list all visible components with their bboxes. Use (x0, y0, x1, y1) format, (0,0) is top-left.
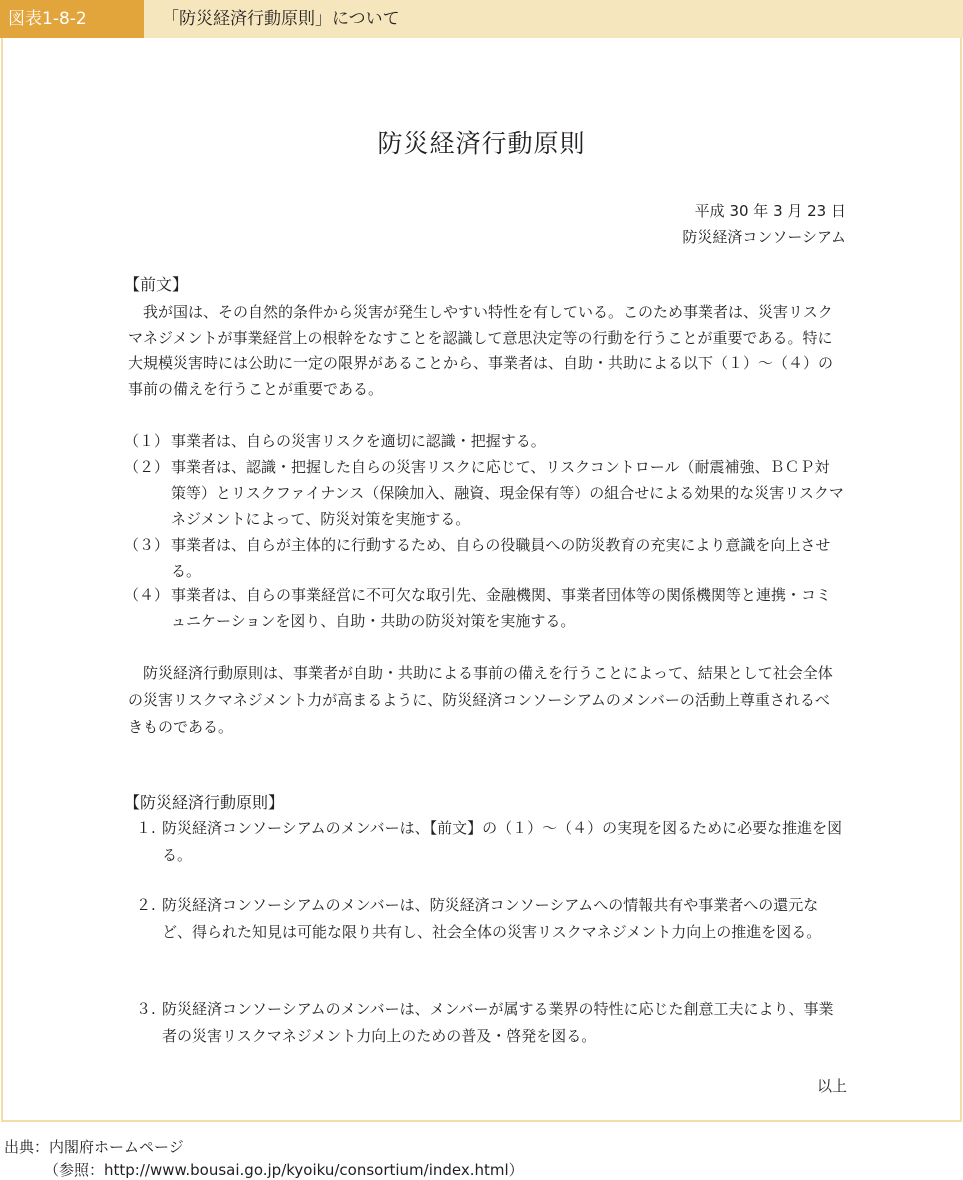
document-date: 平成 30 年 3 月 23 日 (694, 202, 846, 220)
preamble-heading: 【前文】 (124, 275, 189, 294)
item-text: 事業者は、自らの災害リスクを適切に認識・把握する。 (171, 432, 546, 450)
principles-heading: 【防災経済行動原則】 (124, 793, 285, 812)
preamble-paragraph: 我が国は、その自然的条件から災害が発生しやすい特性を有している。このため事業者は、災害リスクマネジメントが事業経営上の根幹をなすことを認識して意思決定等の行動を行うことが重要である。特に大規模災害時には公助に一定の限界があることから、事業者は、自助・共助による以下（１）～（４）の事前の備えを行うことが重要である。 (128, 303, 834, 398)
item-text: 事業者は、自らが主体的に行動するため、自らの役職員への防災教育の充実により意識を向上させる。 (171, 536, 831, 580)
item-number: （１） (124, 432, 170, 450)
document-organization: 防災経済コンソーシアム (682, 228, 846, 246)
figure-header-bar (0, 0, 963, 38)
item-number: （２） (124, 458, 170, 476)
figure-label: 図表1-8-2 (0, 0, 144, 38)
principle-number: １. (136, 819, 156, 837)
source-label: 出典：内閣府ホームページ (4, 1138, 184, 1156)
item-text: 事業者は、認識・把握した自らの災害リスクに応じて、リスクコントロール（耐震補強、ＢＣＰ対策等）とリスクファイナンス（保険加入、融資、現金保有等）の組合せによる効果的な災害リスクマネジメントによって、防災対策を実施する。 (171, 458, 844, 528)
figure-title: 「防災経済行動原則」について (162, 9, 400, 29)
principle-number: ２. (136, 896, 156, 914)
end-mark: 以上 (816, 1077, 847, 1095)
principle-text: 防災経済コンソーシアムのメンバーは、【前文】の（１）～（４）の実現を図るために必要な推進を図る。 (162, 819, 843, 864)
item-number: （３） (124, 536, 170, 554)
item-number: （４） (124, 586, 170, 604)
principle-text: 防災経済コンソーシアムのメンバーは、防災経済コンソーシアムへの情報共有や事業者への還元など、得られた知見は可能な限り共有し、社会全体の災害リスクマネジメント力向上の推進を図る。 (162, 896, 822, 941)
principle-text: 防災経済コンソーシアムのメンバーは、メンバーが属する業界の特性に応じた創意工夫により、事業者の災害リスクマネジメント力向上のための普及・啓発を図る。 (162, 1000, 834, 1045)
source-reference: （参照：http://www.bousai.go.jp/kyoiku/consortium/index.html） (44, 1161, 524, 1179)
item-text: 事業者は、自らの事業経営に不可欠な取引先、金融機関、事業者団体等の関係機関等と連携・コミュニケーションを図り、自助・共助の防災対策を実施する。 (171, 586, 832, 630)
document-title: 防災経済行動原則 (377, 129, 586, 158)
closing-paragraph: 防災経済行動原則は、事業者が自助・共助による事前の備えを行うことによって、結果として社会全体の災害リスクマネジメント力が高まるように、防災経済コンソーシアムのメンバーの活動上尊重されるべきものである。 (128, 664, 833, 736)
principle-number: ３. (136, 1000, 156, 1018)
